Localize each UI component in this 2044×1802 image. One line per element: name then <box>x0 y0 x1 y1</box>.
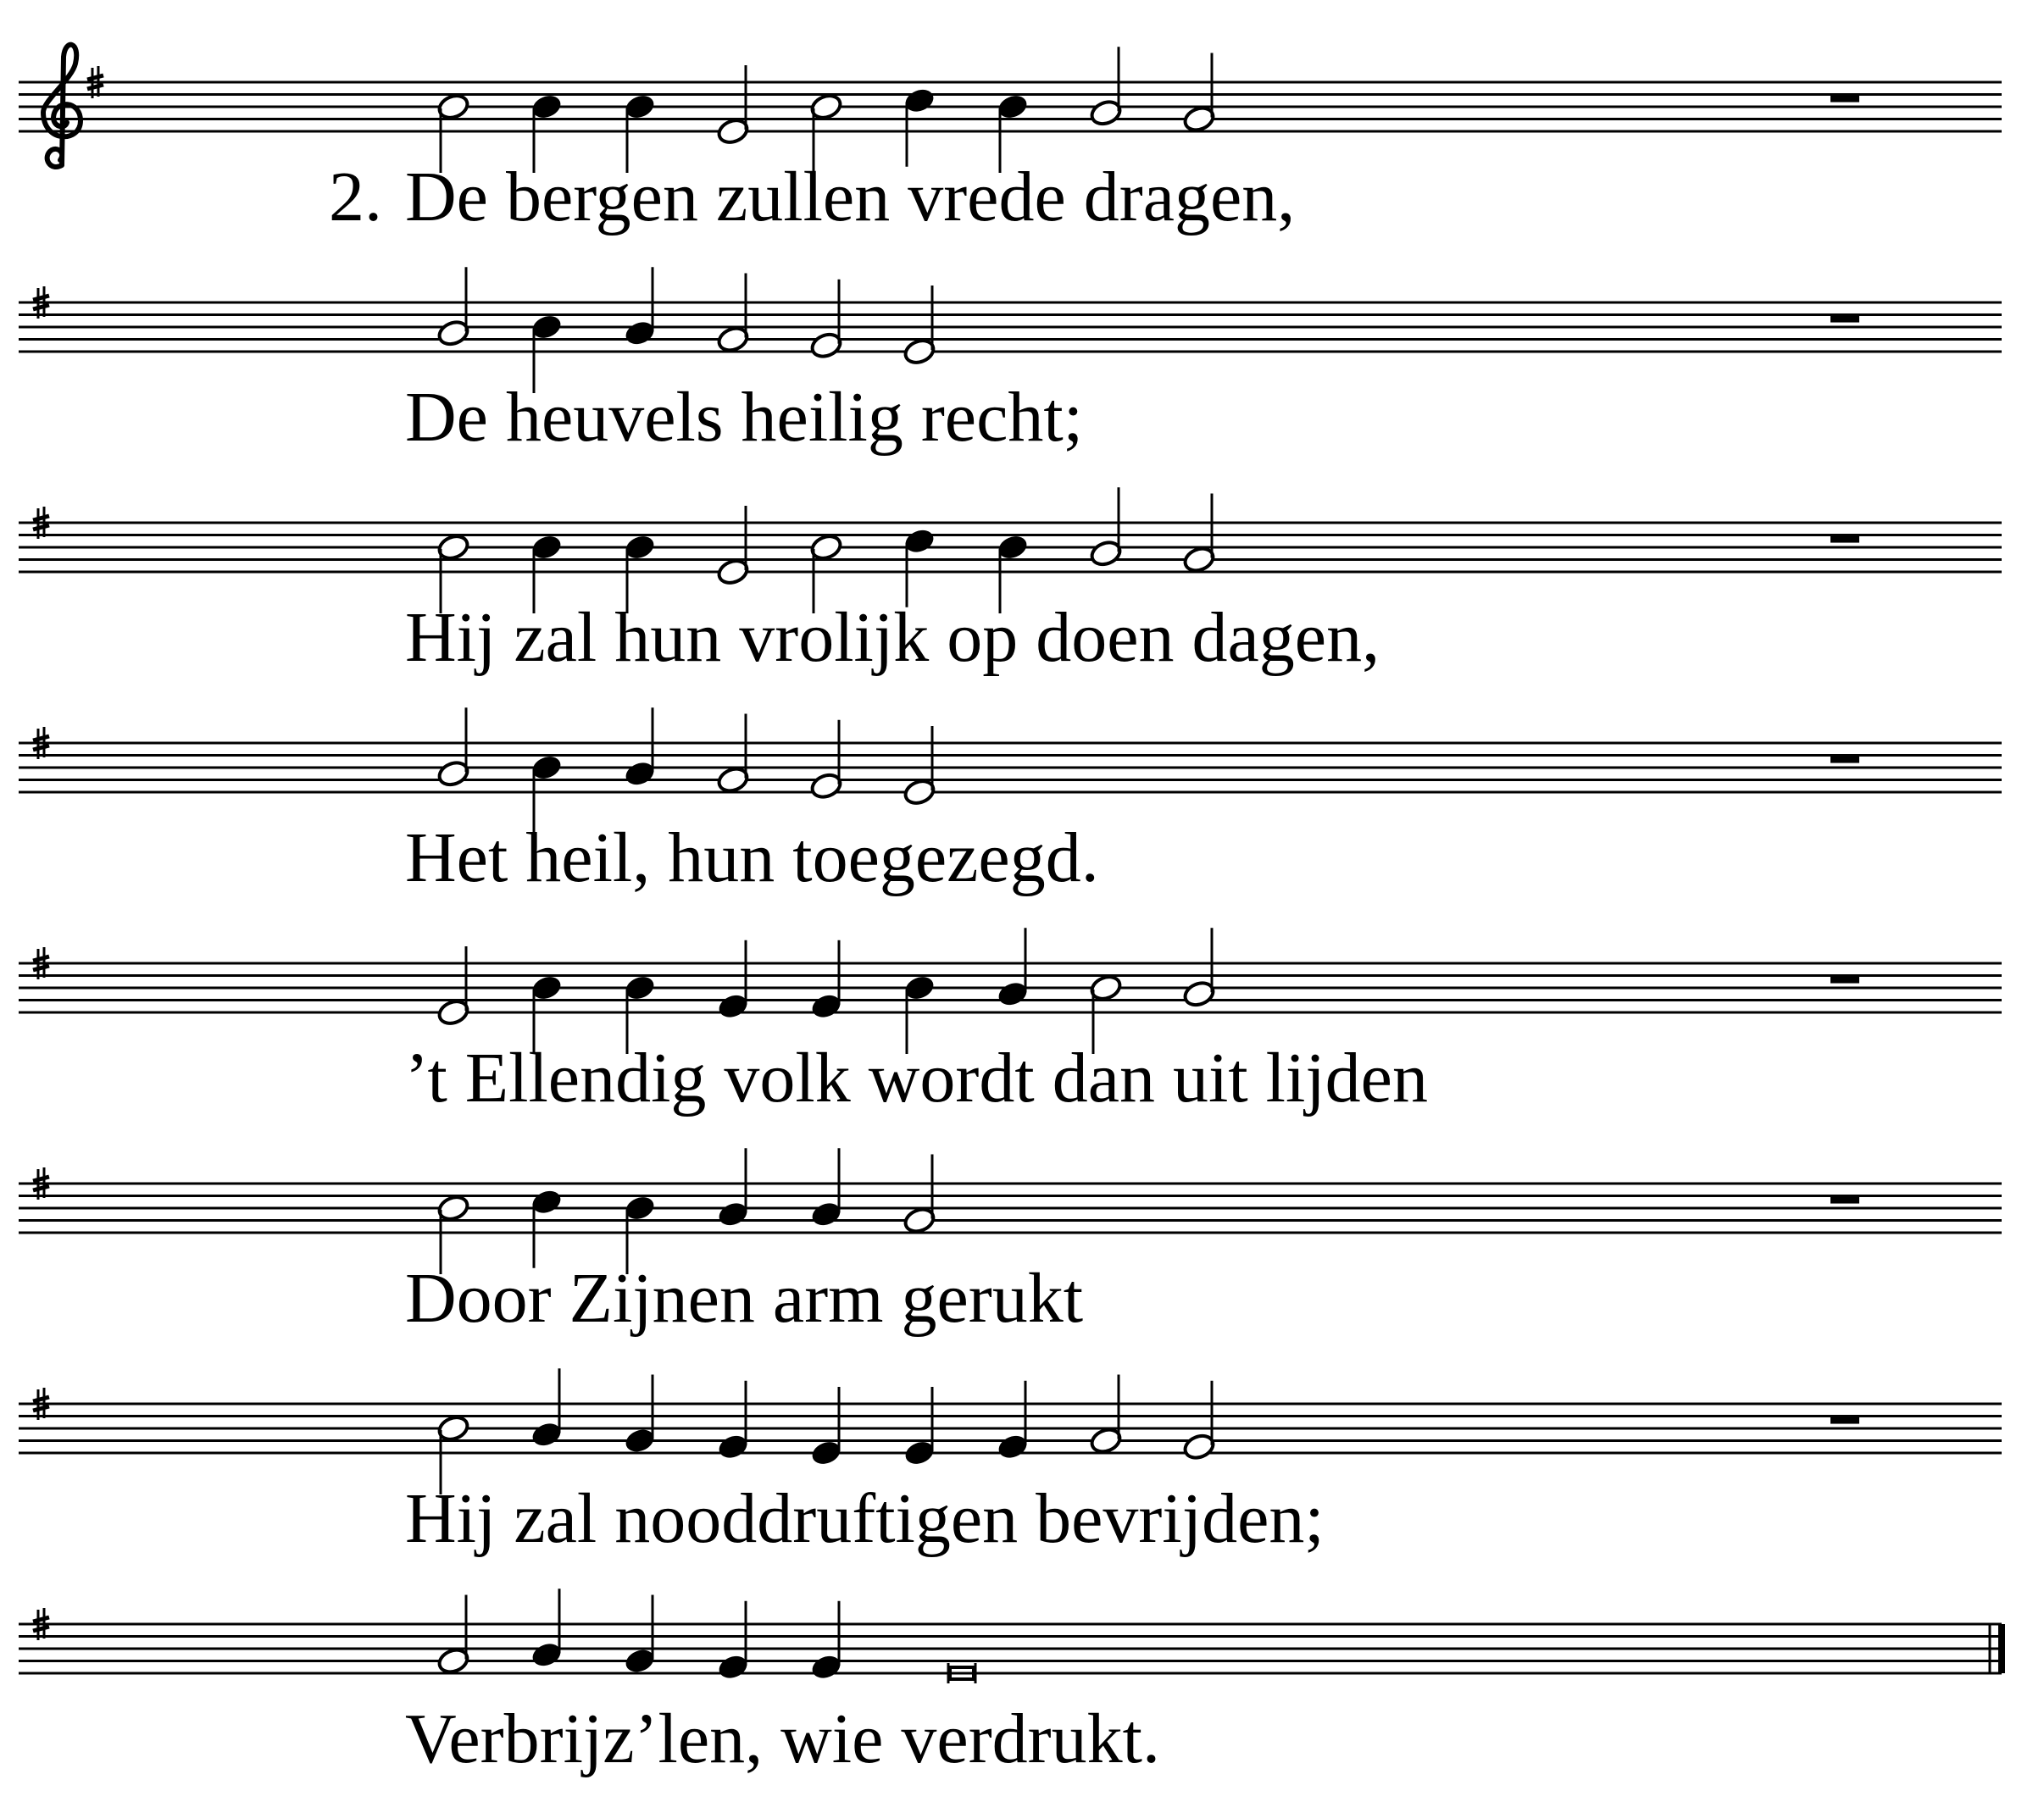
half-rest-icon <box>1830 315 1859 323</box>
lyric-line: De heuvels heilig recht; <box>405 378 1084 457</box>
lyric-line: Verbrijz’len, wie verdrukt. <box>405 1699 1160 1778</box>
staff-system <box>19 267 2002 393</box>
note <box>809 940 844 1021</box>
note <box>1089 487 1124 568</box>
note <box>996 1381 1030 1461</box>
note <box>623 267 658 347</box>
note <box>530 1187 564 1267</box>
note <box>716 1148 751 1228</box>
lyric-line: De bergen zullen vrede dragen, <box>405 158 1296 236</box>
lyric-line: Hij zal hun vrolijk op doen dagen, <box>405 598 1380 677</box>
half-rest-icon <box>1830 976 1859 984</box>
lyric-line: ’t Ellendig volk wordt dan uit lijden <box>405 1039 1428 1117</box>
note <box>1182 928 1217 1008</box>
note <box>903 86 937 166</box>
note <box>623 707 658 788</box>
note <box>716 1381 751 1461</box>
half-rest-icon <box>1830 535 1859 543</box>
note <box>1089 47 1124 127</box>
staff-system <box>19 487 2002 613</box>
note <box>530 1368 564 1449</box>
staff-system <box>19 707 2002 834</box>
note <box>530 1589 564 1669</box>
verse-number: 2. <box>329 158 382 236</box>
staff-system <box>19 928 2002 1054</box>
note <box>996 928 1030 1008</box>
note <box>809 280 844 360</box>
lyric-line: Door Zijnen arm gerukt <box>405 1259 1084 1338</box>
note <box>809 1601 844 1682</box>
note <box>436 267 471 347</box>
staff-system <box>19 1148 2002 1274</box>
note <box>436 707 471 788</box>
half-rest-icon <box>1830 1196 1859 1204</box>
note <box>716 940 751 1021</box>
note <box>903 526 937 607</box>
staff-system <box>19 1589 2002 1683</box>
note <box>716 1601 751 1682</box>
half-rest-icon <box>1830 756 1859 763</box>
staff-system <box>19 45 2002 173</box>
note <box>809 1148 844 1228</box>
lyric-line: Hij zal nooddruftigen bevrijden; <box>405 1479 1325 1558</box>
staff-system <box>19 1368 2002 1494</box>
lyric-line: Het heil, hun toegezegd. <box>405 818 1099 897</box>
note <box>809 720 844 801</box>
half-rest-icon <box>1830 95 1859 103</box>
note <box>1182 1381 1217 1461</box>
half-rest-icon <box>1830 1417 1859 1424</box>
